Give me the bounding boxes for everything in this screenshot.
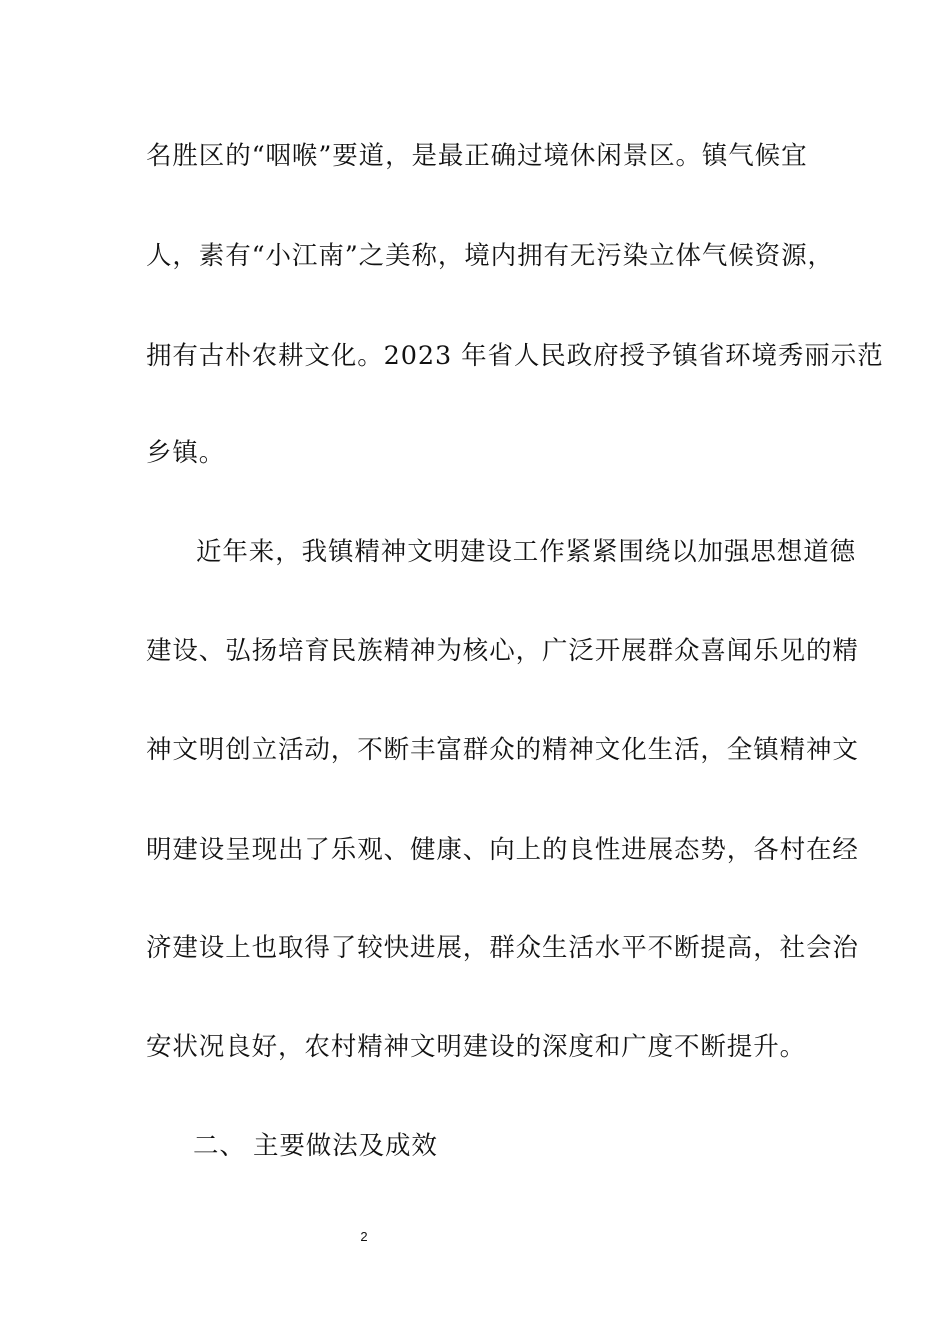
paragraph-2-line-2: 建设、弘扬培育民族精神为核心，广泛开展群众喜闻乐见的精 — [146, 636, 859, 666]
page-number: 2 — [360, 1229, 368, 1244]
paragraph-2-line-6: 安状况良好，农村精神文明建设的深度和广度不断提升。 — [146, 1032, 807, 1062]
section-title: 主要做法及成效 — [253, 1131, 438, 1161]
paragraph-1-line-4: 乡镇。 — [146, 438, 226, 468]
paragraph-1-line-1: 名胜区的“咽喉”要道，是最正确过境休闲景区。镇气候宜 — [146, 141, 808, 171]
paragraph-2-line-4: 明建设呈现出了乐观、健康、向上的良性进展态势，各村在经 — [146, 835, 859, 865]
paragraph-1-line-2: 人，素有“小江南”之美称，境内拥有无污染立体气候资源， — [146, 241, 834, 271]
paragraph-1-line-3: 拥有古朴农耕文化。2023 年省人民政府授予镇省环境秀丽示范 — [146, 341, 884, 371]
paragraph-2-line-5: 济建设上也取得了较快进展，群众生活水平不断提高，社会治 — [146, 933, 859, 963]
paragraph-2-line-1: 近年来，我镇精神文明建设工作紧紧围绕以加强思想道德 — [196, 537, 857, 567]
paragraph-2-line-3: 神文明创立活动，不断丰富群众的精神文化生活，全镇精神文 — [146, 735, 859, 765]
section-number: 二、 — [193, 1131, 246, 1161]
section-heading — [193, 1130, 438, 1162]
